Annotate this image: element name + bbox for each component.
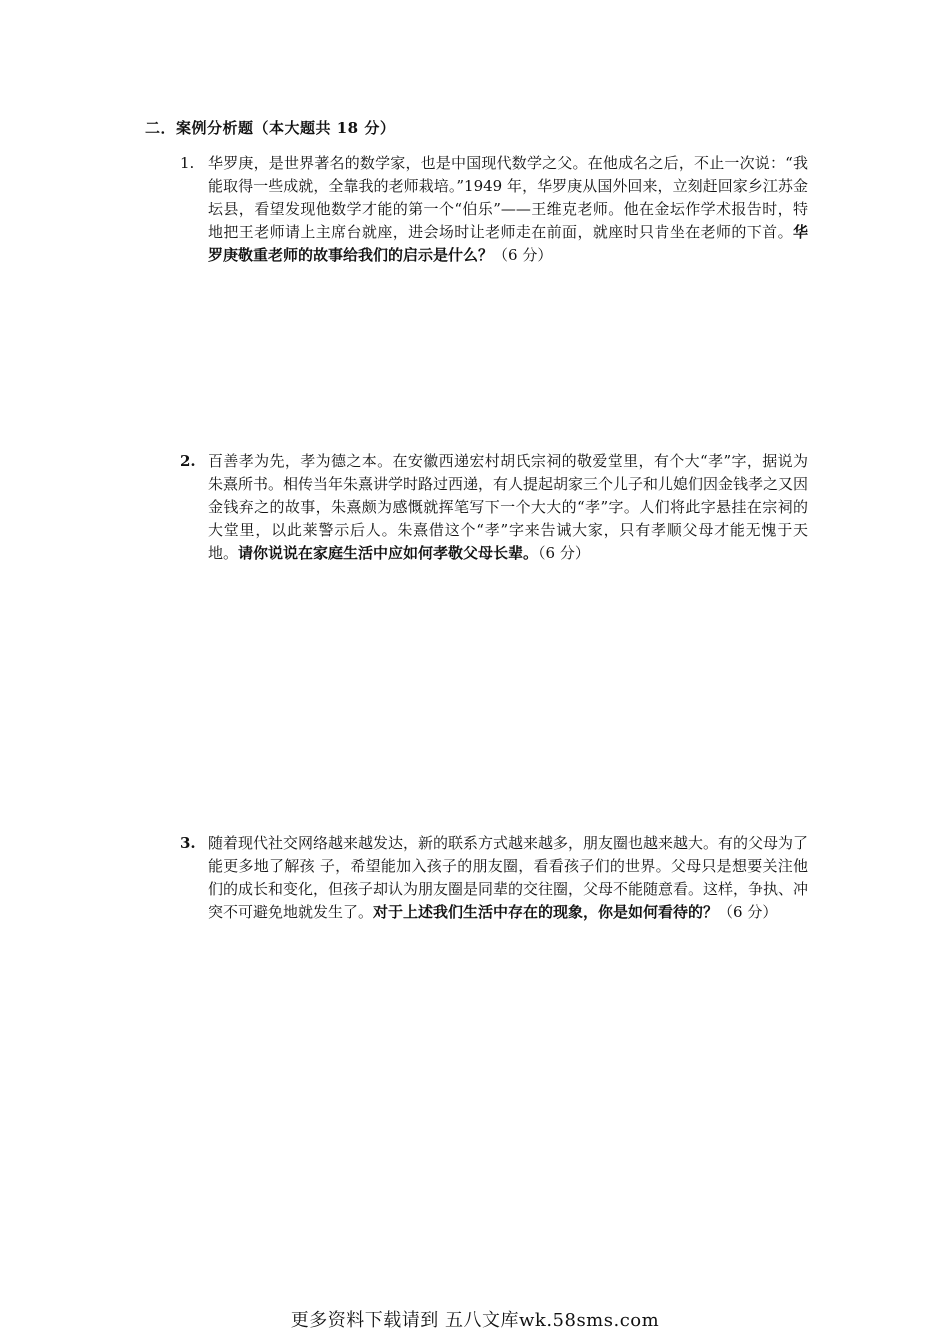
question-body [208, 832, 808, 924]
question-body [208, 450, 808, 565]
footer-download-note: 更多资料下载请到 五八文库wk.58sms.com [290, 1310, 660, 1331]
question-ask: 华罗庚敬重老师的故事给我们的启示是什么？ [208, 223, 808, 264]
question-1 [180, 152, 820, 267]
question-number: 2. [180, 452, 196, 470]
question-text: 随着现代社交网络越来越发达，新的联系方式越来越多，朋友圈也越来越大。有的父母为了能更多地了解孩 子，希望能加入孩子的朋友圈，看看孩子们的世界。父母只是想要关注他们的成长和变化，但孩子却认为朋友圈是同辈的交往圈，父母不能随意看。这样，争执、冲突不可避免地就发生了。 [208, 834, 809, 921]
question-text: 百善孝为先，孝为德之本。在安徽西递宏村胡氏宗祠的敬爱堂里，有个大“孝”字，据说为朱熹所书。相传当年朱熹讲学时路过西递，有人提起胡家三个儿子和儿媳们因金钱孝之又因金钱弃之的故事，朱熹颇为感慨就挥笔写下一个大大的“孝”字。人们将此字悬挂在宗祠的大堂里，以此莱警示后人。朱熹借这个“孝”字来告诫大家，只有孝顺父母才能无愧于天地。 [208, 452, 809, 562]
question-score: （6 分） [718, 903, 778, 921]
question-ask: 对于上述我们生活中存在的现象，你是如何看待的？ [373, 903, 719, 921]
question-score: （6 分） [493, 246, 553, 264]
question-text: 华罗庚，是世界著名的数学家，也是中国现代数学之父。在他成名之后，不止一次说：“我能取得一些成就，全靠我的老师栽培。”1949 年，华罗庚从国外回来，立刻赶回家乡江苏金坛县，看望发现他数学才能的第一个“伯乐”——王维克老师。他在金坛作学术报告时，特地把王老师请上主席台就座，进会场时让老师走在前面，就座时只肯坐在老师的下首。 [208, 154, 808, 241]
question-2 [180, 450, 820, 565]
question-score: （6 分） [538, 544, 590, 562]
question-number: 3. [180, 834, 196, 852]
question-number: 1. [180, 154, 195, 172]
question-ask: 请你说说在家庭生活中应如何孝敬父母长辈。 [238, 544, 539, 562]
section-title: 二．案例分析题（本大题共 18 分） [145, 119, 396, 137]
question-3 [180, 832, 820, 924]
question-body [208, 152, 808, 267]
